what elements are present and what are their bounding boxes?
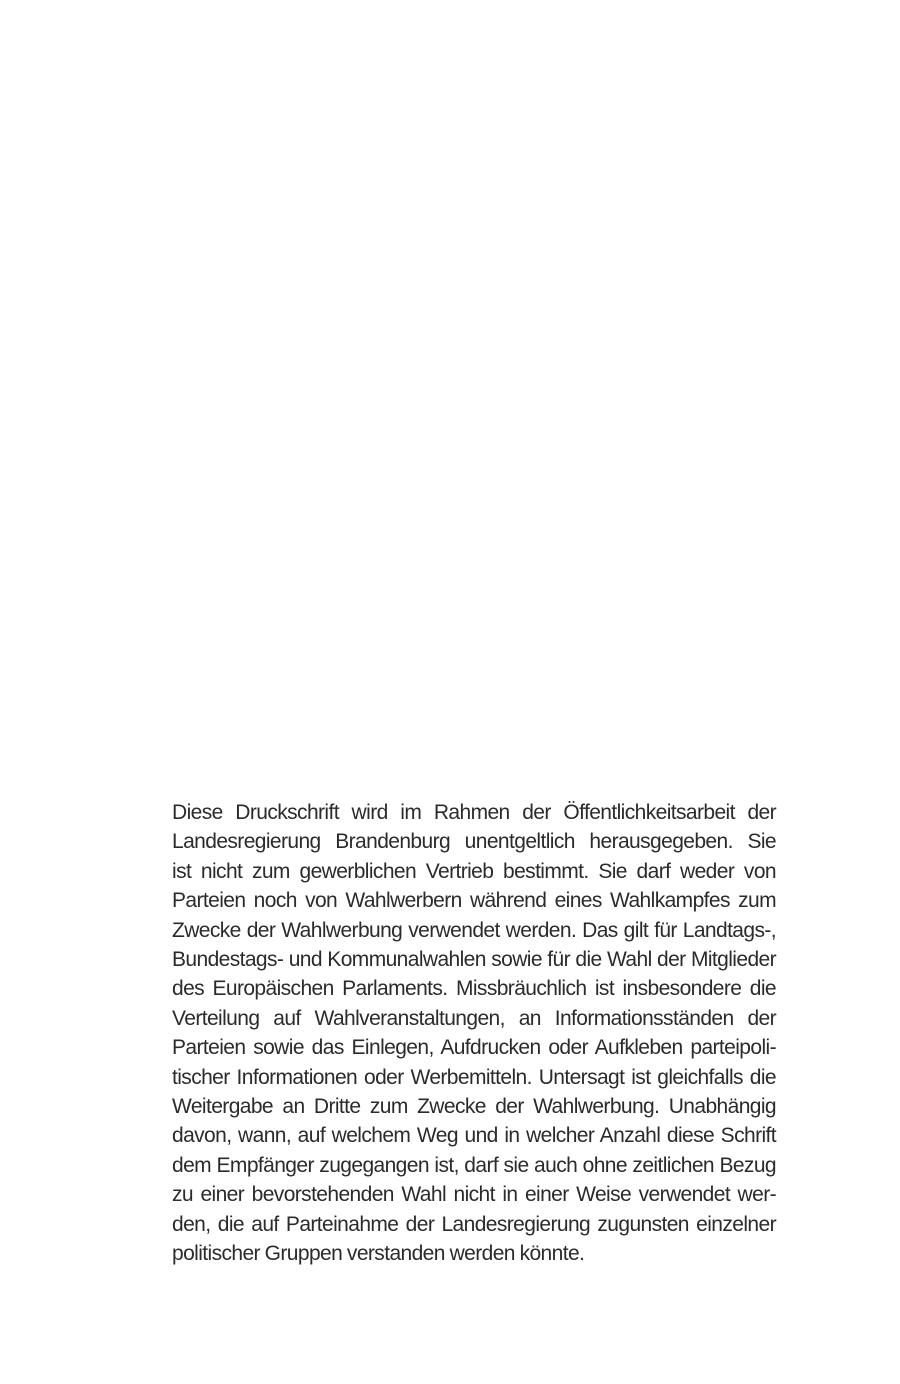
notice-line: tischer Informationen oder Werbemitteln. Untersagt ist gleichfalls die	[172, 1065, 776, 1089]
distribution-notice	[172, 798, 776, 1269]
notice-line: Bundestags- und Kommunalwahlen sowie für die Wahl der Mitglieder	[172, 948, 776, 972]
notice-line: davon, wann, auf welchem Weg und in welcher Anzahl diese Schrift	[172, 1124, 776, 1148]
notice-line: des Europäischen Parlaments. Missbräuchlich ist insbesondere die	[172, 977, 776, 1001]
notice-line: Diese Druckschrift wird im Rahmen der Öffentlichkeitsarbeit der	[172, 801, 776, 824]
notice-line: ist nicht zum gewerblichen Vertrieb bestimmt. Sie darf weder von	[172, 859, 776, 883]
notice-line: zu einer bevorstehenden Wahl nicht in einer Weise verwendet wer-	[172, 1183, 776, 1207]
notice-line: Zwecke der Wahlwerbung verwendet werden. Das gilt für Landtags-,	[172, 918, 776, 942]
notice-line: Parteien noch von Wahlwerbern während eines Wahlkampfes zum	[172, 889, 776, 913]
notice-line: Landesregierung Brandenburg unentgeltlich herausgegeben. Sie	[172, 830, 776, 854]
notice-line: Weitergabe an Dritte zum Zwecke der Wahlwerbung. Unabhängig	[172, 1095, 776, 1119]
notice-line: den, die auf Parteinahme der Landesregierung zugunsten einzelner	[172, 1212, 776, 1236]
notice-line: Parteien sowie das Einlegen, Aufdrucken oder Aufkleben parteipoli-	[172, 1036, 776, 1060]
notice-line: politischer Gruppen verstanden werden könnte.	[172, 1242, 585, 1266]
notice-line: Verteilung auf Wahlveranstaltungen, an Informationsständen der	[172, 1006, 776, 1030]
notice-line: dem Empfänger zugegangen ist, darf sie auch ohne zeitlichen Bezug	[172, 1153, 776, 1177]
